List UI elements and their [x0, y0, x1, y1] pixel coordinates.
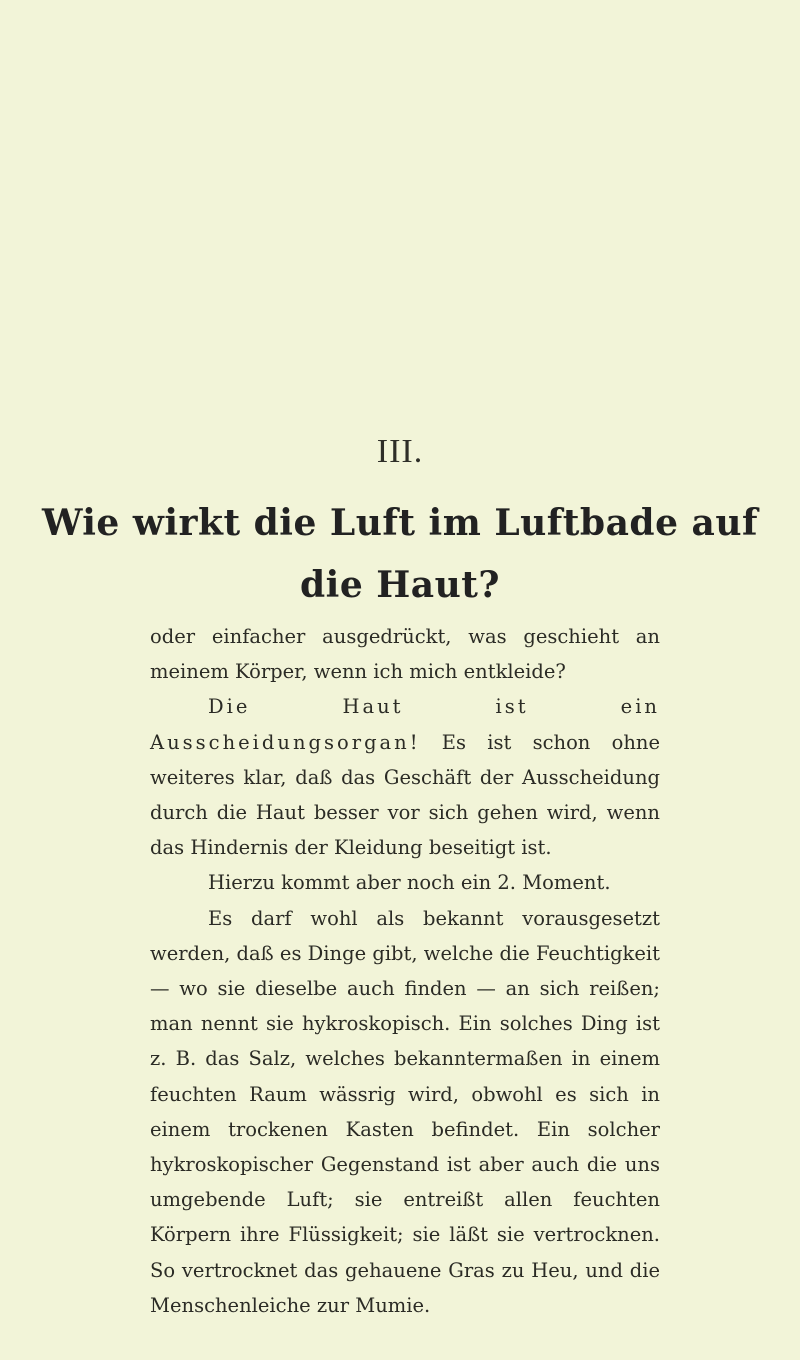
paragraph-2	[150, 689, 660, 865]
chapter-title	[0, 492, 800, 616]
body-text	[150, 619, 660, 1323]
chapter-number: III.	[376, 433, 424, 470]
paragraph-3: Hierzu kommt aber noch ein 2. Moment.	[208, 871, 611, 895]
chapter-title-line-2: die Haut?	[299, 564, 501, 606]
paragraph-2-text: Es ist schon ohne weiteres klar, daß das Geschäft der Ausscheidung durch die Haut besser vor sich gehen wird, wenn das Hindernis der Kleidung beseitigt ist.	[150, 730, 660, 860]
paragraph-4: Es darf wohl als bekannt vorausgesetzt werden, daß es Dinge gibt, welche die Feuchtigkeit — wo sie dieselbe auch finden — an sich reißen; man nennt sie hykroskopisch. Ein solches Ding ist z. B. das Salz, welches bekanntermaßen in einem feuchten Raum wässrig wird, obwohl es sich in einem trockenen Kasten befindet. Ein solcher hykroskopischer Gegenstand ist aber auch die uns umgebende Luft; sie entreißt allen feuchten Körpern ihre Flüssigkeit; sie läßt sie vertrocknen. So vertrocknet das gehauene Gras zu Heu, und die Menschenleiche zur Mumie.	[150, 906, 660, 1317]
emphasized-statement: Die Haut ist ein Ausscheidungsorgan!	[150, 695, 660, 754]
paragraph-1: oder einfacher ausgedrückt, was geschieht an meinem Körper, wenn ich mich entkleide?	[150, 625, 660, 684]
chapter-title-line-1: Wie wirkt die Luft im Luftbade auf	[41, 502, 759, 544]
